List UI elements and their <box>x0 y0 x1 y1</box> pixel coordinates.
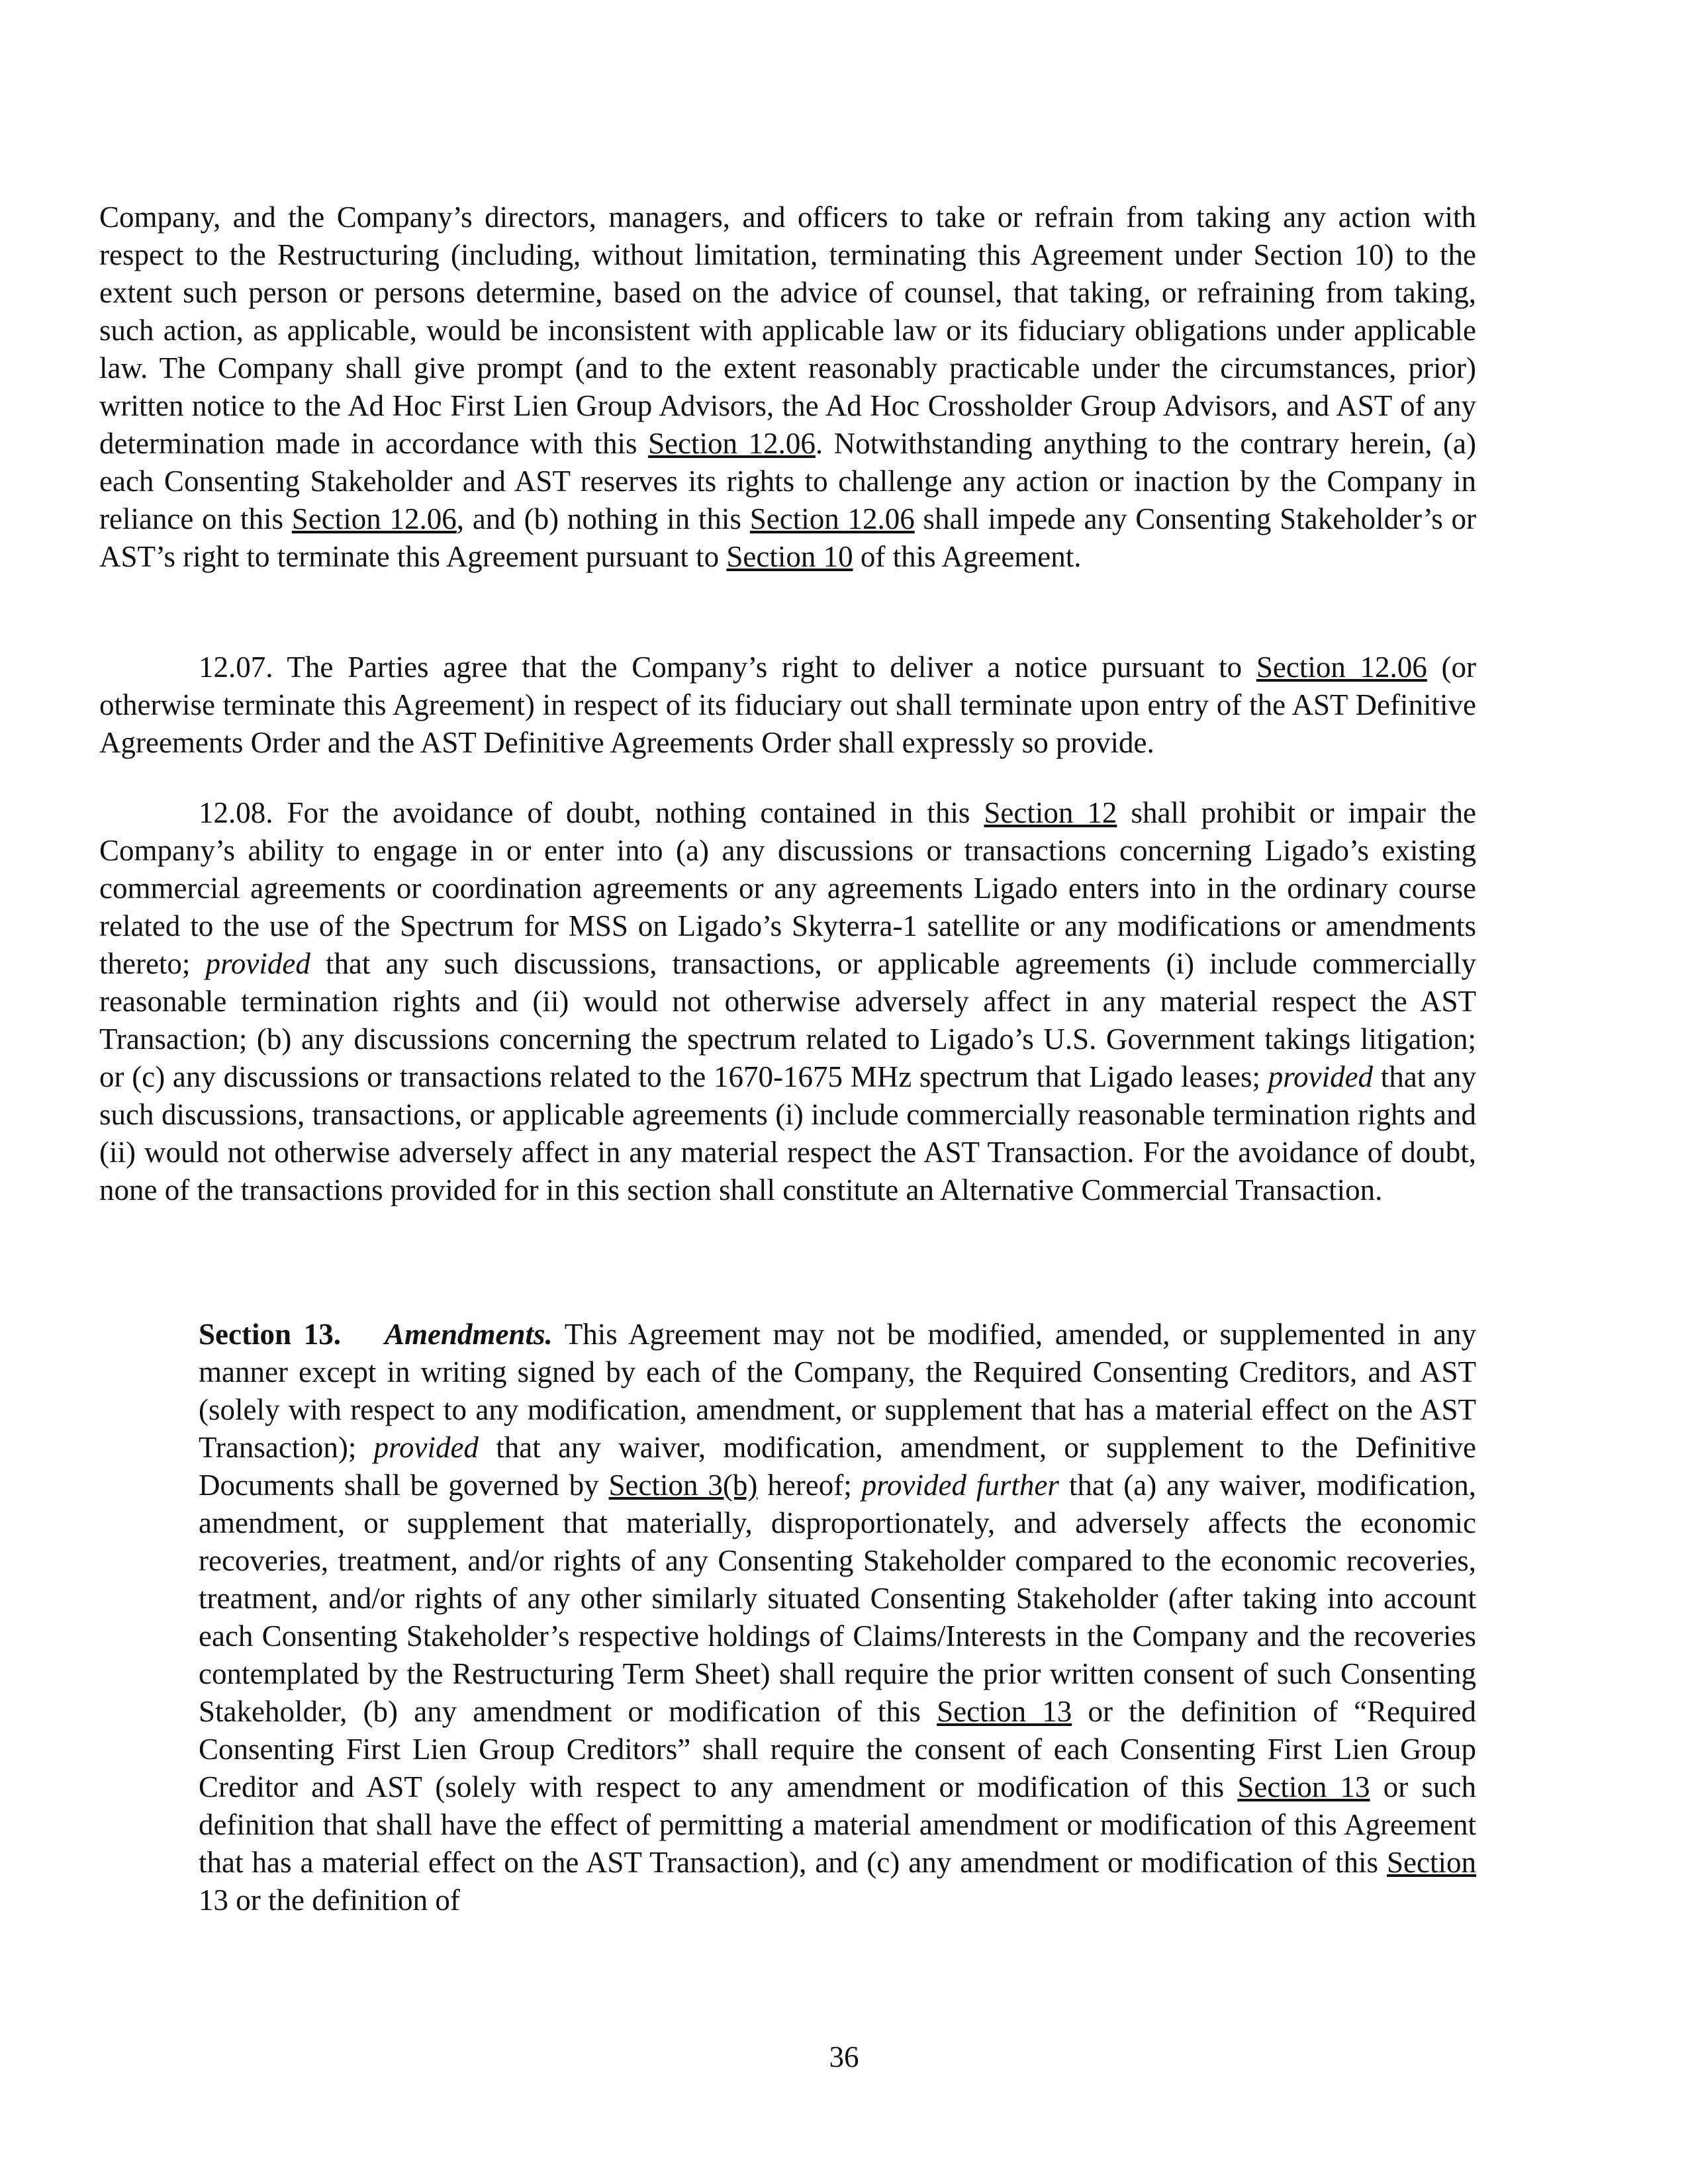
text-run: . Notwithstanding anything to the contrary herein, (a) each Consenting Stakeholder and AST reserves its rights to challenge any action or inaction by the Company in reliance on this <box>99 427 1477 535</box>
text-run: of this Agreement. <box>853 540 1082 573</box>
section-reference: Section <box>1387 1846 1476 1879</box>
text-run: that any waiver, modification, amendment, or supplement to the Definitive Documents shall be governed by <box>199 1431 1476 1502</box>
text-run: or the definition of “Required Consenting First Lien Group Creditors” shall require the consent of each Consenting First Lien Group Creditor and AST (solely with respect to any amendment or modification of this <box>199 1695 1476 1803</box>
text-run: that any such discussions, transactions, or applicable agreements (i) include commercially reasonable termination rights and (ii) would not otherwise adversely affect in any material respect the AST Transaction; (b) any discussions concerning the spectrum related to Ligado’s U.S. Government takings litigation; or (c) any discussions or transactions related to the 1670-1675 MHz spectrum that Ligado leases; <box>99 947 1476 1093</box>
section-reference: Section 12.06 <box>749 502 915 535</box>
section-reference: Section 12.06 <box>291 502 457 535</box>
section-13-label: Section 13. <box>199 1318 341 1351</box>
text-run: 13 or the definition of <box>199 1884 460 1917</box>
section-reference: Section 12.06 <box>648 427 816 460</box>
emphasis-provided: provided <box>205 947 310 980</box>
text-run: (or otherwise terminate this Agreement) in respect of its fiduciary out shall terminate upon entry of the AST Definitive Agreements Order and the AST Definitive Agreements Order shall expressly so provide. <box>99 651 1476 759</box>
section-reference: Section 13 <box>1237 1770 1370 1803</box>
text-run: hereof; <box>757 1469 862 1502</box>
emphasis-provided: provided <box>373 1431 479 1464</box>
section-reference: Section 12 <box>984 796 1117 829</box>
text-run: shall prohibit or impair the Company’s ability to engage in or enter into (a) any discussions or transactions concerning Ligado’s existing commercial agreements or coordination agreements or any agreements Ligado enters into in the ordinary course related to the use of the Spectrum for MSS on Ligado’s Skyterra-1 satellite or any modifications or amendments thereto; <box>99 796 1476 980</box>
section-13-title: Amendments. <box>385 1318 553 1351</box>
text-run: 12.07. The Parties agree that the Company’s right to deliver a notice pursuant to <box>199 651 1256 684</box>
page-number: 36 <box>829 2040 859 2073</box>
paragraph-12-08 <box>99 794 1476 1209</box>
paragraph-12-07 <box>99 649 1476 762</box>
text-run: that any such discussions, transactions, or applicable agreements (i) include commercially reasonable termination rights and (ii) would not otherwise adversely affect in any material respect the AST Transaction. For the avoidance of doubt, none of the transactions provided for in this section shall constitute an Alternative Commercial Transaction. <box>99 1060 1477 1206</box>
text-run: Company, and the Company’s directors, managers, and officers to take or refrain from taking any action with respect to the Restructuring (including, without limitation, terminating this Agreement under Section 10) to the extent such person or persons determine, based on the advice of counsel, that taking, or refraining from taking, such action, as applicable, would be inconsistent with applicable law or its fiduciary obligations under applicable law. The Company shall give prompt (and to the extent reasonably practicable under the circumstances, prior) written notice to the Ad Hoc First Lien Group Advisors, the Ad Hoc Crossholder Group Advisors, and AST of any determination made in accordance with this <box>99 201 1476 460</box>
section-reference: Section 10 <box>726 540 853 573</box>
text-run: or such definition that shall have the effect of permitting a material amendment or modification of this Agreement that has a material effect on the AST Transaction), and (c) any amendment or modification of this <box>199 1770 1476 1879</box>
text-run: shall impede any Consenting Stakeholder’s or AST’s right to terminate this Agreement pursuant to <box>99 502 1476 573</box>
section-reference: Section 12.06 <box>1256 651 1427 684</box>
section-reference: Section 3(b) <box>608 1469 758 1502</box>
text-run: 12.08. For the avoidance of doubt, nothing contained in this <box>199 796 984 829</box>
emphasis-provided: provided <box>1268 1060 1374 1093</box>
paragraph-fiduciary-out-continued <box>99 199 1476 576</box>
emphasis-provided-further: provided further <box>861 1469 1059 1502</box>
text-run: , and (b) nothing in this <box>456 502 750 535</box>
section-13-amendments <box>199 1316 1476 1919</box>
text-run: This Agreement may not be modified, amended, or supplemented in any manner except in writing signed by each of the Company, the Required Consenting Creditors, and AST (solely with respect to any modification, amendment, or supplement that has a material effect on the AST Transaction); <box>199 1318 1476 1464</box>
section-reference: Section 13 <box>937 1695 1072 1728</box>
text-run: that (a) any waiver, modification, amendment, or supplement that materially, disproportionately, and adversely affects the economic recoveries, treatment, and/or rights of any Consenting Stakeholder compared to the economic recoveries, treatment, and/or rights of any other similarly situated Consenting Stakeholder (after taking into account each Consenting Stakeholder’s respective holdings of Claims/Interests in the Company and the recoveries contemplated by the Restructuring Term Sheet) shall require the prior written consent of such Consenting Stakeholder, (b) any amendment or modification of this <box>199 1469 1477 1728</box>
